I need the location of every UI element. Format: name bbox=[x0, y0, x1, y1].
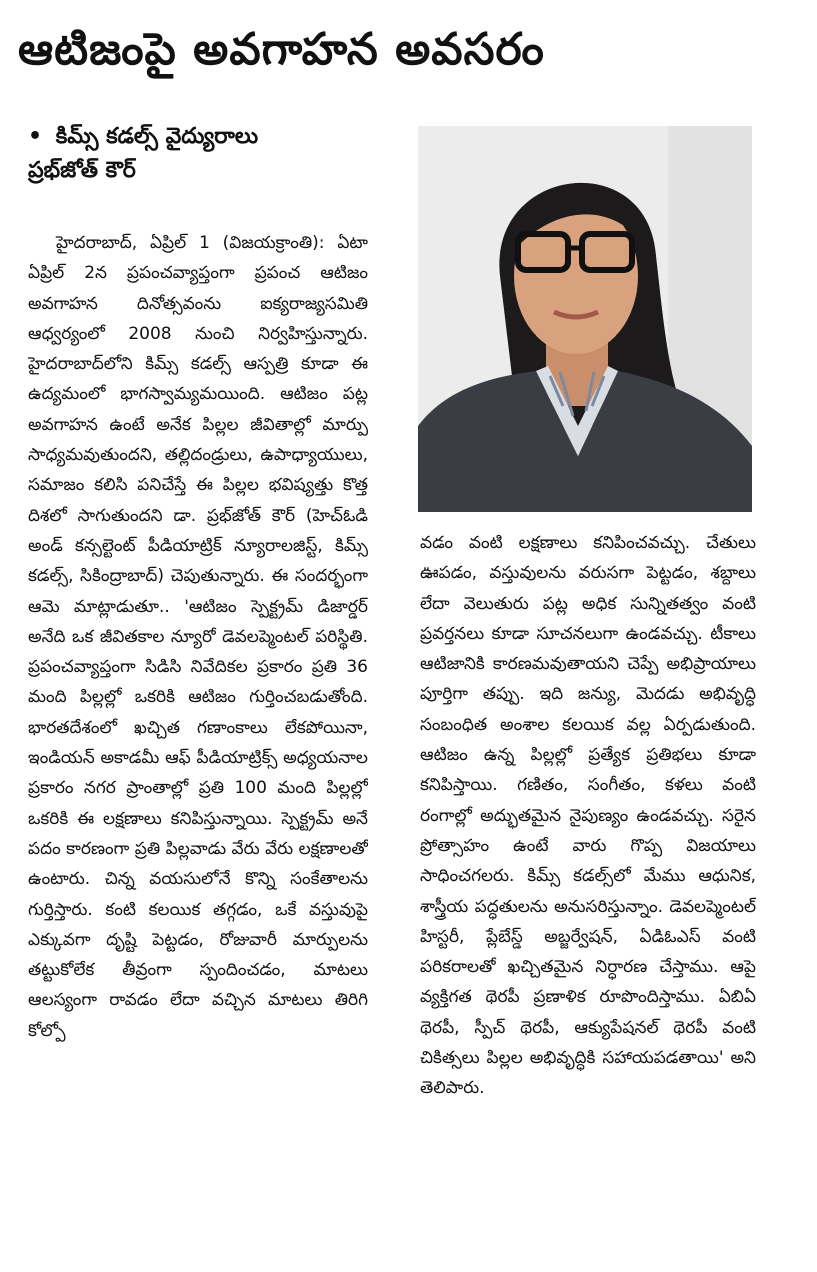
bullet-icon: • bbox=[28, 124, 43, 149]
byline-line-1: కిమ్స్ కడల్స్ వైద్యురాలు bbox=[55, 124, 259, 149]
portrait-photo bbox=[418, 126, 752, 512]
article-column-right bbox=[420, 528, 756, 1248]
portrait-photo-illustration bbox=[418, 126, 752, 512]
headline: ఆటిజంపై అవగాహన అవసరం bbox=[18, 24, 545, 75]
article-column-left bbox=[28, 228, 368, 1248]
article-text-right: వడం వంటి లక్షణాలు కనిపించవచ్చు. చేతులు ఊపడం, వస్తువులను వరుసగా పెట్టడం, శబ్దాలు లేదా వెలుతురు పట్ల అధిక సున్నితత్వం వంటి ప్రవర్తనలు కూడా సూచనలుగా ఉండవచ్చు. టీకాలు ఆటిజానికి కారణమవుతాయని చెప్పే అభిప్రాయాలు పూర్తిగా తప్పు. ఇది జన్యు, మెదడు అభివృద్ధి సంబంధిత అంశాల కలయిక వల్ల ఏర్పడుతుంది. ఆటిజం ఉన్న పిల్లల్లో ప్రత్యేక ప్రతిభలు కూడా కనిపిస్తాయి. గణితం, సంగీతం, కళలు వంటి రంగాల్లో అద్భుతమైన నైపుణ్యం ఉండవచ్చు. సరైన ప్రోత్సాహం ఉంటే వారు గొప్ప విజయాలు సాధించగలరు. కిమ్స్ కడల్స్‌లో మేము ఆధునిక, శాస్త్రీయ పద్ధతులను అనుసరిస్తున్నాం. డెవలప్మెంటల్ హిస్టరీ, ప్లేబేస్డ్ అబ్జర్వేషన్, ఏడిఓఎస్ వంటి పరికరాలతో ఖచ్చితమైన నిర్ధారణ చేస్తాము. ఆపై వ్యక్తిగత థెరపీ ప్రణాళిక రూపొందిస్తాము. ఏబిఏ థెరపీ, స్పీచ్ థెరపీ, ఆక్యుపేషనల్ థెరపీ వంటి చికిత్సలు పిల్లల అభివృద్ధికి సహాయపడతాయి' అని తెలిపారు. bbox=[420, 533, 756, 1099]
byline bbox=[28, 120, 398, 188]
byline-line-2: ప్రభ్‌జోత్ కౌర్ bbox=[28, 158, 136, 183]
article-text-left: హైదరాబాద్, ఏప్రిల్ 1 (విజయక్రాంతి): ఏటా ఏప్రిల్ 2న ప్రపంచవ్యాప్తంగా ప్రపంచ ఆటిజం అవగాహన దినోత్సవంను ఐక్యరాజ్యసమితి ఆధ్వర్యంలో 2008 నుంచి నిర్వహిస్తున్నారు. హైదరాబాద్‌లోని కిమ్స్ కడల్స్ ఆస్పత్రి కూడా ఈ ఉద్యమంలో భాగస్వామ్యమయింది. ఆటిజం పట్ల అవగాహన ఉంటే అనేక పిల్లల జీవితాల్లో మార్పు సాధ్యమవుతుందని, తల్లిదండ్రులు, ఉపాధ్యాయులు, సమాజం కలిసి పనిచేస్తే ఈ పిల్లల భవిష్యత్తు కొత్త దిశలో సాగుతుందని డా. ప్రభ్‌జోత్ కౌర్ (హెచ్‌ఓడి అండ్ కన్సల్టెంట్ పీడియాట్రిక్ న్యూరాలజిస్ట్, కిమ్స్ కడల్స్, సికింద్రాబాద్) చెపుతున్నారు. ఈ సందర్భంగా ఆమె మాట్లాడుతూ.. 'ఆటిజం స్పెక్ట్రమ్ డిజార్డర్ అనేది ఒక జీవితకాల న్యూరో డెవలప్మెంటల్ పరిస్థితి. ప్రపంచవ్యాప్తంగా సిడిసి నివేదికల ప్రకారం ప్రతి 36 మంది పిల్లల్లో ఒకరికి ఆటిజం గుర్తించబడుతోంది. భారతదేశంలో ఖచ్చిత గణాంకాలు లేకపోయినా, ఇండియన్ అకాడమీ ఆఫ్ పీడియాట్రిక్స్ అధ్యయనాల ప్రకారం నగర ప్రాంతాల్లో ప్రతి 100 మంది పిల్లల్లో ఒకరికి ఈ లక్షణాలు కనిపిస్తున్నాయి. స్పెక్ట్రమ్ అనే పదం కారణంగా ప్రతి పిల్లవాడు వేరు వేరు లక్షణాలతో ఉంటారు. చిన్న వయసులోనే కొన్ని సంకేతాలను గుర్తిస్తారు. కంటి కలయిక తగ్గడం, ఒకే వస్తువుపై ఎక్కువగా దృష్టి పెట్టడం, రోజువారీ మార్పులను తట్టుకోలేక తీవ్రంగా స్పందించడం, మాటలు ఆలస్యంగా రావడం లేదా వచ్చిన మాటలు తిరిగి కోల్పో bbox=[28, 233, 368, 1041]
